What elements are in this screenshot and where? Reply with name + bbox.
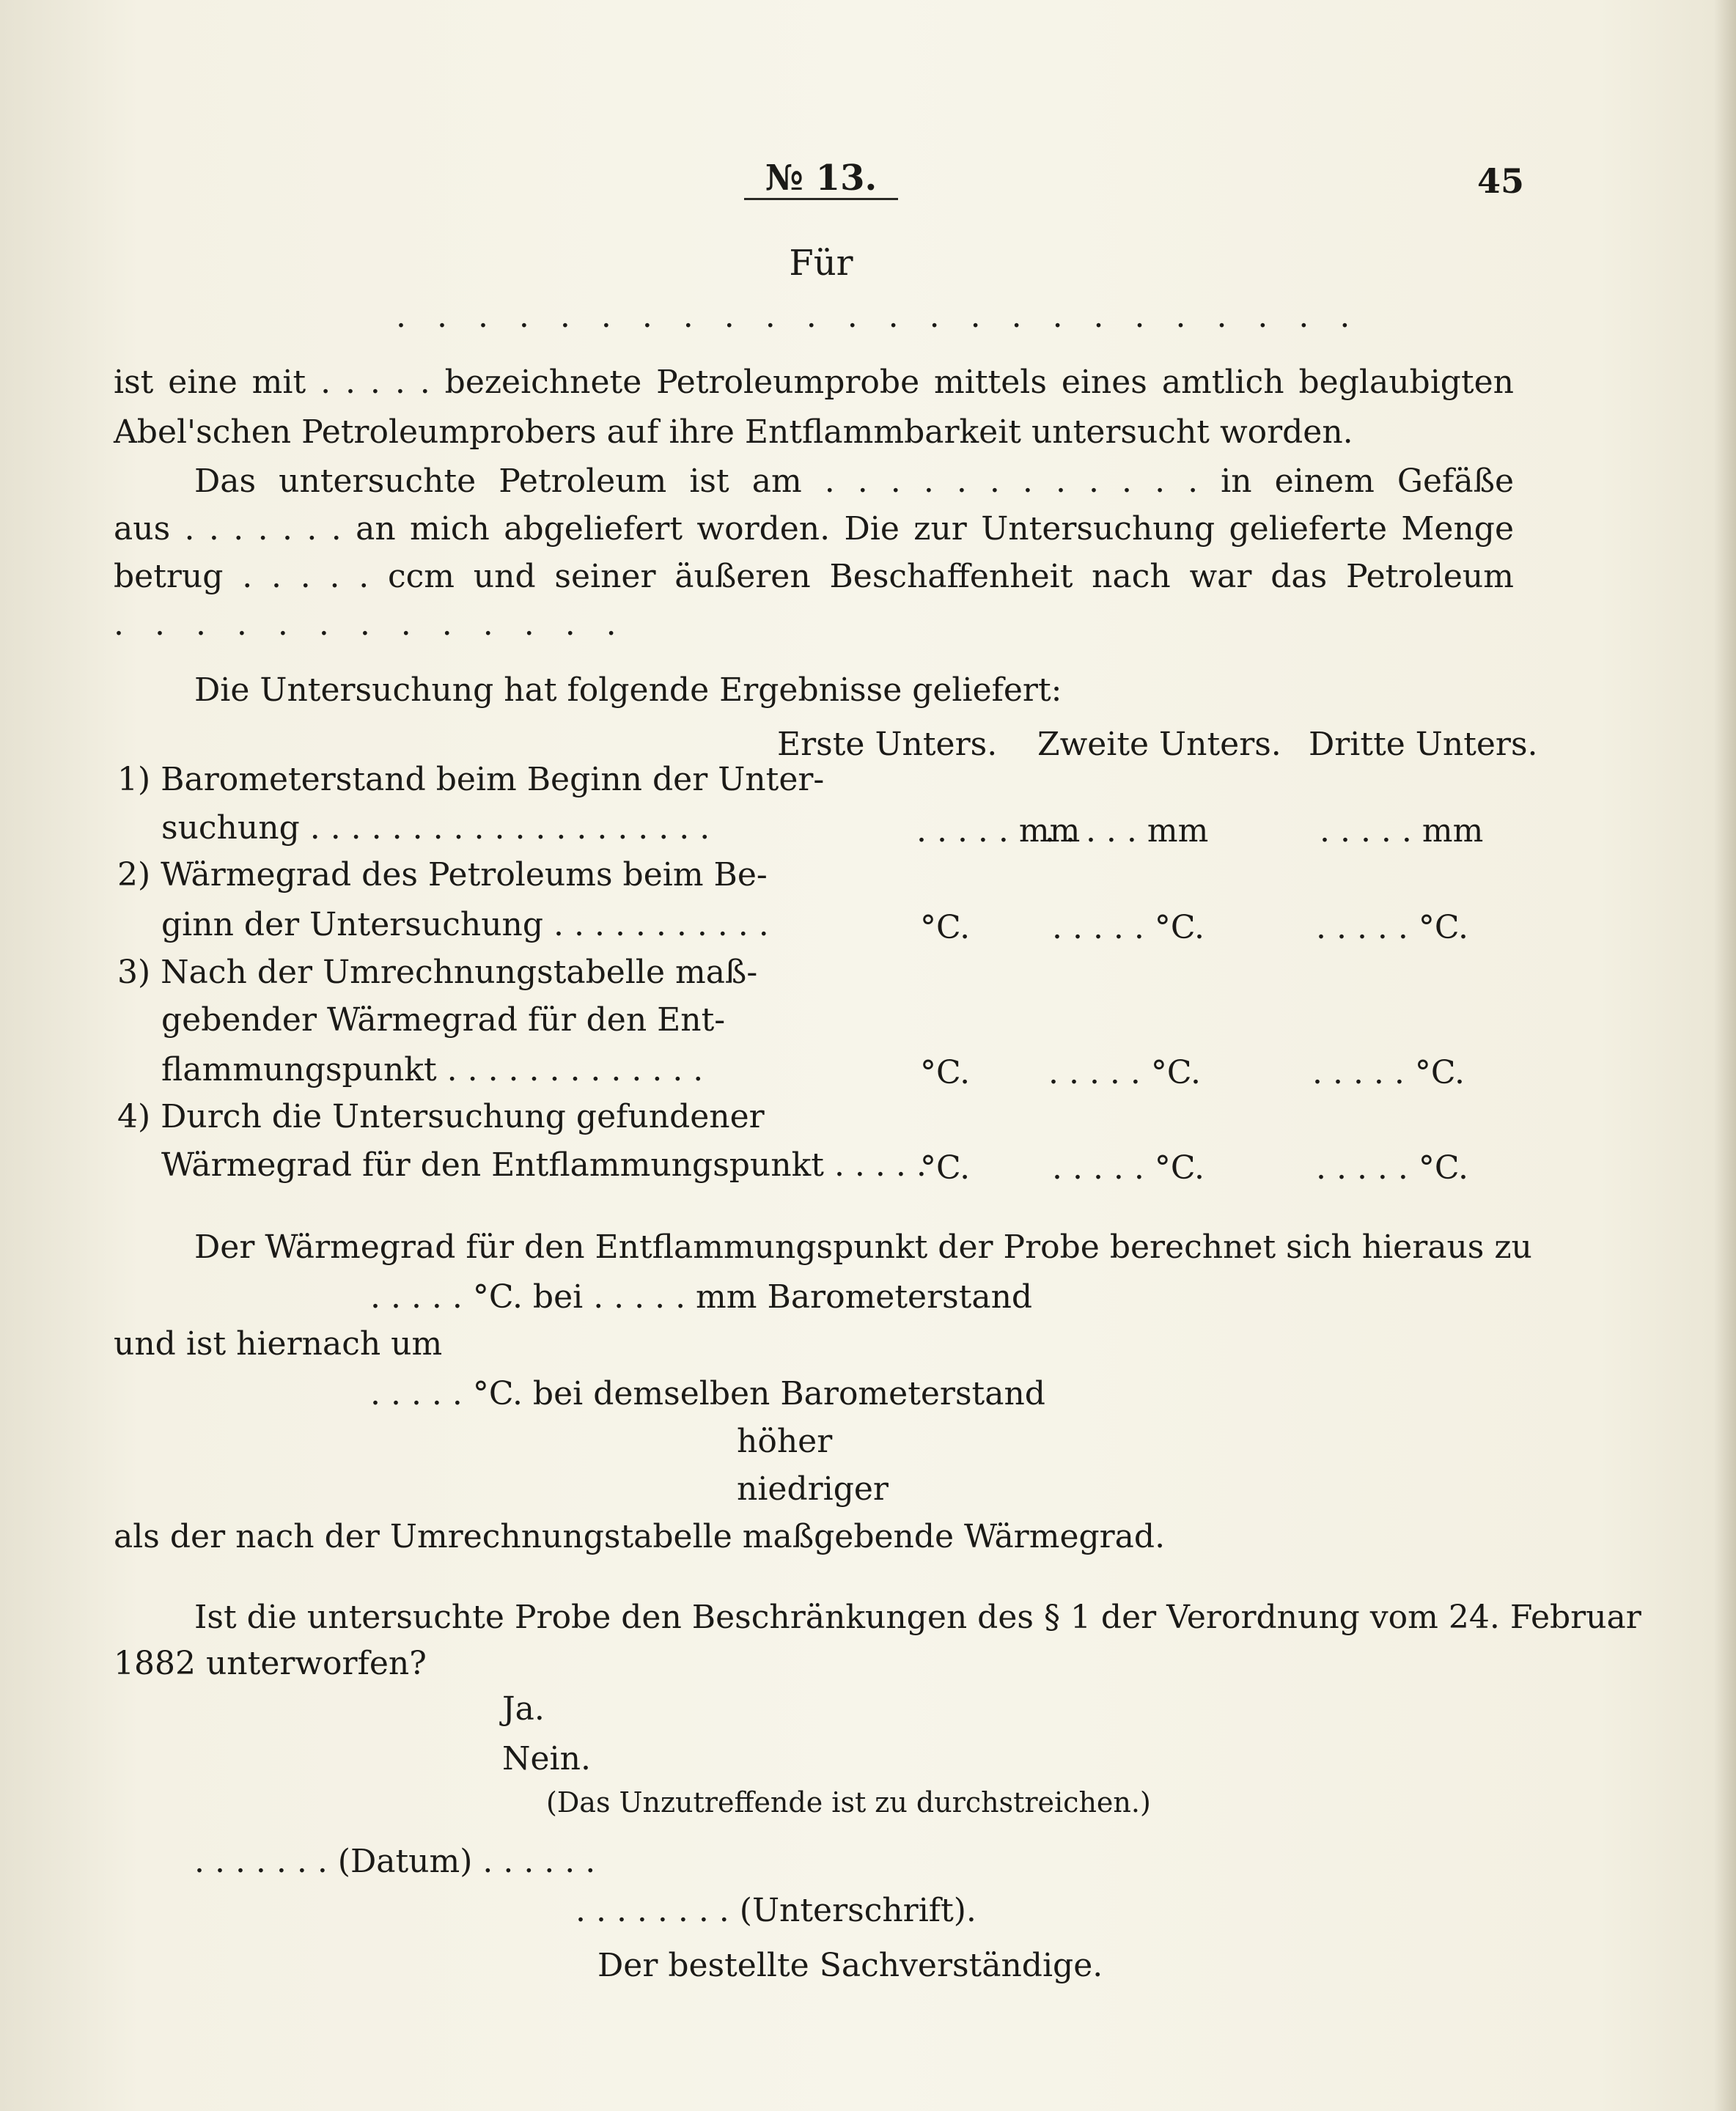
- signature-line: . . . . . . . . (Unterschrift).: [575, 1892, 976, 1929]
- calc-line-5: als der nach der Umrechnungstabelle maßgebende Wärmegrad.: [114, 1518, 1166, 1555]
- item-1-line-2: suchung . . . . . . . . . . . . . . . . . . . .: [161, 809, 710, 847]
- item-4-line-1: 4) Durch die Untersuchung gefundener: [117, 1098, 765, 1135]
- recipient-dots: . . . . . . . . . . . . . . . . . . . . . . . .: [396, 298, 1361, 335]
- calc-line-3: und ist hiernach um: [114, 1325, 443, 1363]
- question-line-2: 1882 unterworfen?: [114, 1645, 427, 1682]
- calc-line-2: . . . . . °C. bei . . . . . mm Barometerstand: [370, 1278, 1033, 1316]
- question-line-1: Ist die untersuchte Probe den Beschränkungen des § 1 der Verordnung vom 24. Februar: [194, 1599, 1641, 1636]
- item-4-cell-2: . . . . . °C.: [1052, 1149, 1204, 1187]
- header-rule: [744, 198, 898, 200]
- item-3-line-1: 3) Nach der Umrechnungstabelle maß-: [117, 954, 758, 991]
- item-2-line-1: 2) Wärmegrad des Petroleums beim Be-: [117, 856, 768, 894]
- item-4-cell-3: . . . . . °C.: [1316, 1149, 1468, 1187]
- form-title: Für: [789, 243, 853, 284]
- item-2-line-2: ginn der Untersuchung . . . . . . . . . . .: [161, 906, 769, 943]
- intro-line-2: Abel'schen Petroleumprobers auf ihre Entflammbarkeit untersucht worden.: [114, 413, 1353, 451]
- item-2-cell-2: . . . . . °C.: [1052, 909, 1204, 946]
- intro-line-5: betrug . . . . . ccm und seiner äußeren Beschaffenheit nach war das Petroleum: [114, 558, 1514, 595]
- page-spine-shadow: [1714, 0, 1736, 2111]
- intro-line-3: Das untersuchte Petroleum ist am . . . . . . . . . . . . in einem Gefäße: [194, 463, 1514, 500]
- intro-line-6: . . . . . . . . . . . . .: [114, 605, 627, 643]
- item-3-cell-1: °C.: [920, 1054, 971, 1091]
- item-3-cell-3: . . . . . °C.: [1312, 1054, 1465, 1091]
- calc-line-4: . . . . . °C. bei demselben Barometerstand: [370, 1375, 1045, 1412]
- answer-no: Nein.: [502, 1740, 591, 1777]
- item-1-cell-2: . . . . . mm: [1045, 812, 1209, 850]
- calc-line-1: Der Wärmegrad für den Entflammungspunkt der Probe berechnet sich hieraus zu: [194, 1228, 1532, 1266]
- item-3-line-3: flammungspunkt . . . . . . . . . . . . .: [161, 1051, 704, 1088]
- date-line: . . . . . . . (Datum) . . . . . .: [194, 1843, 596, 1880]
- issue-number: № 13.: [765, 158, 878, 199]
- answer-yes: Ja.: [502, 1690, 545, 1728]
- item-2-cell-1: °C.: [920, 909, 971, 946]
- column-header-second: Zweite Unters.: [1037, 726, 1281, 763]
- column-header-first: Erste Unters.: [777, 726, 998, 763]
- option-lower: niedriger: [737, 1470, 889, 1508]
- item-4-cell-1: °C.: [920, 1149, 971, 1187]
- item-2-cell-3: . . . . . °C.: [1316, 909, 1468, 946]
- strike-note: (Das Unzutreffende ist zu durchstreichen.): [546, 1786, 1151, 1819]
- item-1-cell-1: . . . . . mm: [916, 812, 1081, 850]
- column-header-third: Dritte Unters.: [1309, 726, 1538, 763]
- intro-line-1: ist eine mit . . . . . bezeichnete Petroleumprobe mittels eines amtlich beglaubigten: [114, 364, 1514, 401]
- item-1-cell-3: . . . . . mm: [1320, 812, 1484, 850]
- item-3-line-2: gebender Wärmegrad für den Ent-: [161, 1001, 726, 1039]
- item-1-line-1: 1) Barometerstand beim Beginn der Unter-: [117, 761, 825, 798]
- results-heading: Die Untersuchung hat folgende Ergebnisse geliefert:: [194, 671, 1062, 709]
- expert-role: Der bestellte Sachverständige.: [597, 1947, 1103, 1984]
- intro-line-4: aus . . . . . . . an mich abgeliefert worden. Die zur Untersuchung gelieferte Menge: [114, 510, 1514, 548]
- option-higher: höher: [737, 1423, 833, 1460]
- page-number: 45: [1477, 161, 1525, 201]
- item-3-cell-2: . . . . . °C.: [1048, 1054, 1201, 1091]
- item-4-line-2: Wärmegrad für den Entflammungspunkt . . . . .: [161, 1146, 927, 1184]
